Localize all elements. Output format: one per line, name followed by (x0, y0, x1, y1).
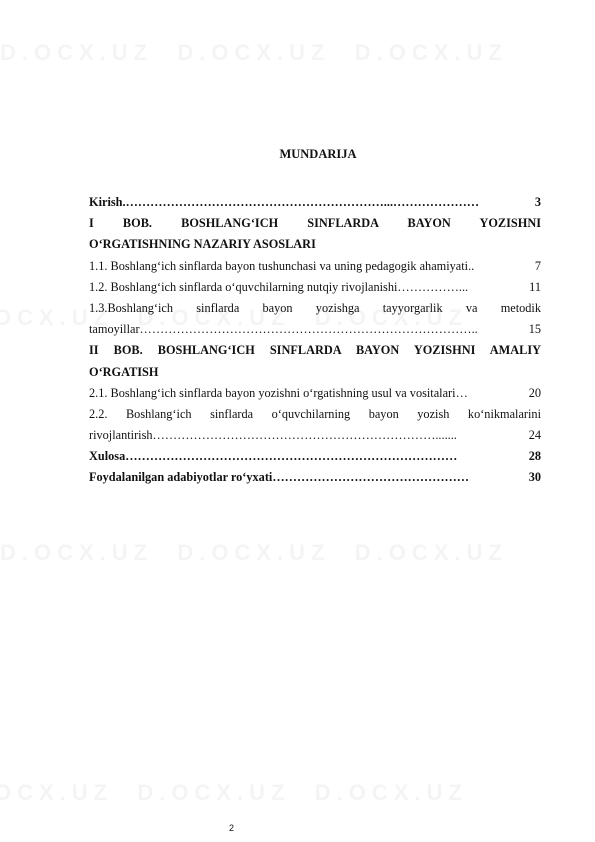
toc-entry-2-2-cont (89, 425, 541, 446)
toc-entry-introduction (89, 192, 541, 213)
toc-entry-2-2: 2.2. Boshlang‘ich sinflarda o‘quvchilarning bayon yozish ko‘nikmalarini (89, 406, 541, 421)
toc-page-number: 3 (534, 195, 541, 209)
toc-leader-dots: ………………………………………………………...………………… (125, 195, 480, 209)
toc-page-number: 24 (528, 428, 541, 443)
toc-entry-text: Xulosa (89, 449, 126, 464)
watermark-row (0, 540, 595, 566)
toc-leader-dots: ………………………………………… (272, 470, 470, 485)
toc-entry-1-2 (89, 277, 541, 298)
document-title: MUNDARIJA (279, 147, 357, 161)
toc-entry-text: rivojlantirish (89, 428, 153, 443)
toc-page-number: 28 (528, 449, 541, 464)
toc-chapter-2-heading: II BOB. BOSHLANG‘ICH SINFLARDA BAYON YOZISHNI AMALIY (89, 343, 541, 358)
toc-leader-dots: ……………………………………………………………....... (152, 428, 457, 443)
toc-entry-1-3-cont (89, 319, 541, 340)
toc-chapter-1-heading: I BOB. BOSHLANG‘ICH SINFLARDA BAYON YOZISHNI (89, 216, 541, 231)
toc-leader-dots: ……………………………………………………………………… (125, 449, 458, 464)
watermark-row (0, 40, 595, 66)
toc-leader-dots: ……………... (397, 279, 469, 294)
toc-entry-text: Kirish. (89, 195, 126, 209)
toc-entry-text: Foydalanilgan adabiyotlar ro‘yxati (89, 470, 273, 485)
toc-page-number: 7 (534, 258, 541, 273)
toc-entry-1-3: 1.3.Boshlang‘ich sinflarda bayon yozishga tayyorgarlik va metodik (89, 300, 541, 315)
toc-entry-text: 1.1. Boshlang‘ich sinflarda bayon tushunchasi va uning pedagogik ahamiyati.. (89, 258, 475, 273)
toc-chapter-1-heading-cont: O‘RGATISHNING NAZARIY ASOSLARI (89, 237, 316, 252)
toc-chapter-2-heading-cont: O‘RGATISH (89, 364, 159, 379)
toc-entry-references (89, 467, 541, 488)
toc-page-number: 20 (528, 385, 541, 400)
toc-leader-dots: … (455, 385, 468, 400)
toc-page-number: 30 (528, 470, 541, 485)
toc-entry-2-1 (89, 383, 541, 404)
toc-page-number: 15 (528, 322, 541, 337)
watermark-row (0, 780, 555, 806)
toc-leader-dots: ……………………………………………………………………….. (139, 322, 478, 337)
footer-page-number: 2 (229, 823, 235, 833)
toc-page-number: 11 (529, 279, 541, 294)
table-of-contents (89, 146, 541, 489)
toc-entry-text: 2.1. Boshlang‘ich sinflarda bayon yozishni o‘rgatishning usul va vositalari (89, 385, 456, 400)
toc-entry-1-1 (89, 256, 541, 277)
toc-entry-text: 1.2. Boshlang‘ich sinflarda o‘quvchilarning nutqiy rivojlanishi (89, 279, 398, 294)
toc-entry-conclusion (89, 446, 541, 467)
toc-entry-text: tamoyillar (89, 322, 140, 337)
